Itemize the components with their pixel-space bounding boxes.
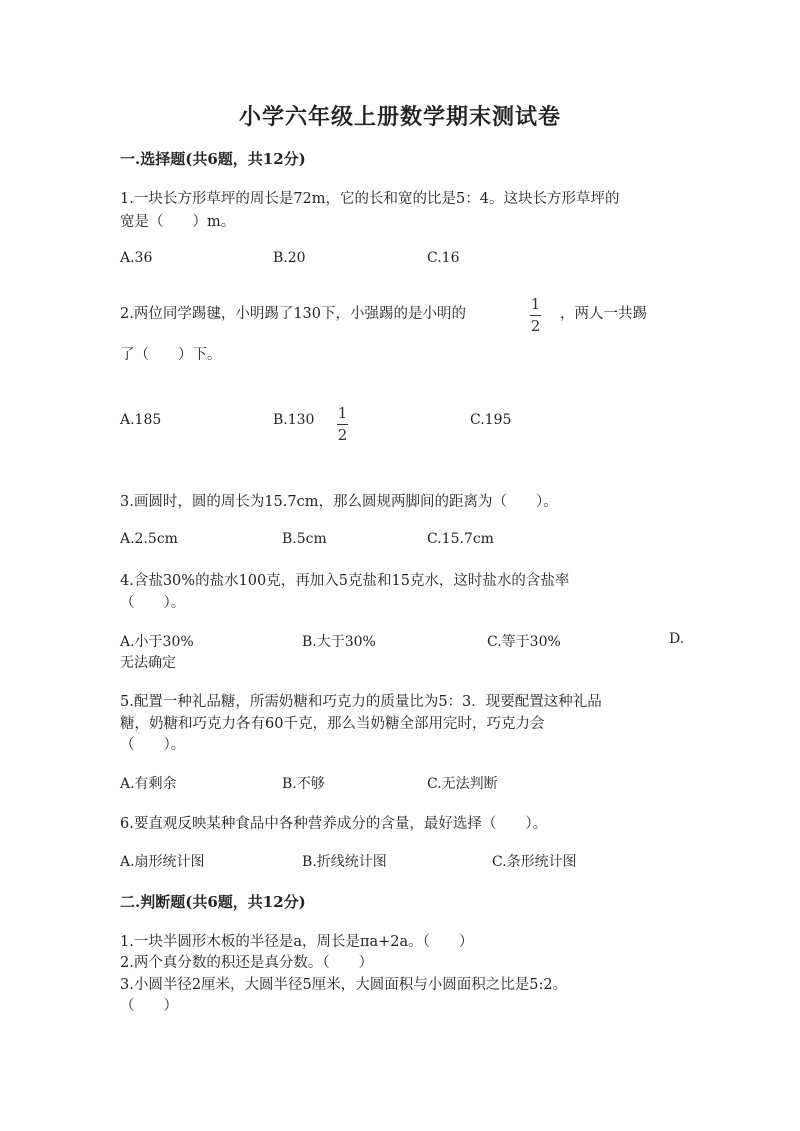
question-3-option-c: C.15.7cm bbox=[427, 531, 494, 547]
section-heading-judgement: 二.判断题(共6题，共12分) bbox=[120, 893, 306, 911]
question-1-option-c: C.16 bbox=[427, 250, 460, 266]
question-4-option-b: B.大于30% bbox=[302, 634, 376, 650]
question-1-option-b: B.20 bbox=[273, 250, 306, 266]
question-4-option-c: C.等于30% bbox=[487, 634, 561, 650]
judgement-3-line-2: （ ） bbox=[120, 998, 178, 1014]
question-2-line-1a: 2.两位同学踢毽，小明踢了130下，小强踢的是小明的 bbox=[120, 306, 467, 322]
question-5-line-1: 5.配置一种礼品糖，所需奶糖和巧克力的质量比为5：3．现要配置这种礼品 bbox=[120, 694, 602, 710]
question-6-option-b: B.折线统计图 bbox=[302, 854, 387, 870]
question-2-option-a: A.185 bbox=[120, 412, 162, 428]
fraction-numerator: 1 bbox=[530, 295, 541, 313]
question-5-option-c: C.无法判断 bbox=[427, 776, 498, 792]
question-2-line-1b: ，两人一共踢 bbox=[560, 306, 647, 322]
question-4-option-d-text: 无法确定 bbox=[120, 655, 176, 671]
question-1-line-1: 1.一块长方形草坪的周长是72m，它的长和宽的比是5：4。这块长方形草坪的 bbox=[120, 191, 620, 207]
question-3-option-a: A.2.5cm bbox=[120, 531, 178, 547]
fraction-bar bbox=[530, 315, 541, 316]
fraction-numerator: 1 bbox=[337, 404, 348, 422]
page-title: 小学六年级上册数学期末测试卷 bbox=[238, 104, 561, 130]
fraction-denominator: 2 bbox=[337, 426, 348, 444]
question-3-option-b: B.5cm bbox=[282, 531, 327, 547]
question-4-option-a: A.小于30% bbox=[120, 634, 194, 650]
judgement-1: 1.一块半圆形木板的半径是a，周长是πa+2a。（ ） bbox=[120, 934, 474, 950]
judgement-3-line-1: 3.小圆半径2厘米，大圆半径5厘米，大圆面积与小圆面积之比是5:2。 bbox=[120, 977, 568, 993]
fraction-denominator: 2 bbox=[530, 317, 541, 335]
question-2-line-2: 了（ ）下。 bbox=[120, 347, 222, 363]
question-6-option-c: C.条形统计图 bbox=[492, 854, 577, 870]
question-2-fraction bbox=[530, 297, 541, 334]
question-4-line-2: （ ）。 bbox=[120, 595, 186, 611]
question-6-line-1: 6.要直观反映某种食品中各种营养成分的含量，最好选择（ ）。 bbox=[120, 816, 548, 832]
question-2-option-b: B.130 bbox=[273, 412, 315, 428]
question-5-line-2: 糖，奶糖和巧克力各有60千克，那么当奶糖全部用完时，巧克力会 bbox=[120, 716, 545, 732]
judgement-2: 2.两个真分数的积还是真分数。（ ） bbox=[120, 955, 374, 971]
question-4-option-d: D. bbox=[669, 631, 685, 647]
question-2-option-c: C.195 bbox=[470, 412, 512, 428]
fraction-bar bbox=[337, 424, 348, 425]
question-5-option-a: A.有剩余 bbox=[120, 776, 177, 792]
question-6-option-a: A.扇形统计图 bbox=[120, 854, 205, 870]
question-5-option-b: B.不够 bbox=[282, 776, 325, 792]
question-4-line-1: 4.含盐30%的盐水100克，再加入5克盐和15克水，这时盐水的含盐率 bbox=[120, 573, 570, 589]
question-3-line-1: 3.画圆时，圆的周长为15.7cm，那么圆规两脚间的距离为（ ）。 bbox=[120, 494, 558, 510]
question-1-option-a: A.36 bbox=[120, 250, 153, 266]
question-2-option-b-fraction bbox=[337, 406, 348, 443]
section-heading-choice: 一.选择题(共6题，共12分) bbox=[120, 150, 306, 168]
question-5-line-3: （ ）。 bbox=[120, 737, 186, 753]
question-1-line-2: 宽是（ ）m。 bbox=[120, 214, 236, 230]
